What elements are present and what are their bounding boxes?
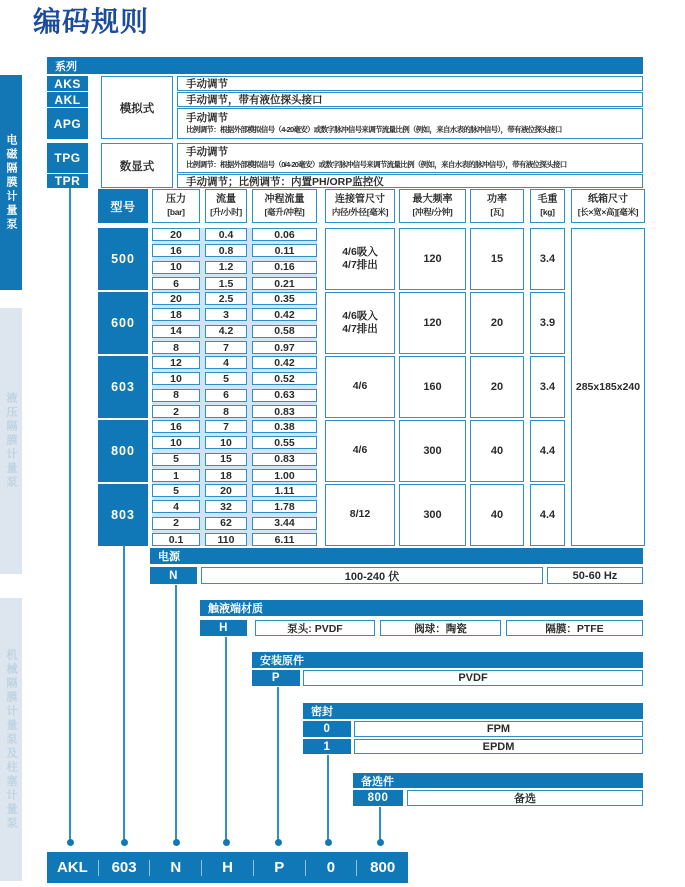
series-type-cell-analog: 模拟式 <box>101 76 173 139</box>
spec-stroke-cell: 0.83 <box>252 405 317 418</box>
spec-header-cell <box>205 189 247 223</box>
spec-connection-line: 4/7排出 <box>342 259 378 271</box>
connector-line <box>69 188 71 843</box>
code-bar-segment: 603 <box>111 859 137 876</box>
spec-flow-cell: 20 <box>205 484 247 497</box>
spec-model-cell: 803 <box>98 484 148 546</box>
spec-flow-cell: 18 <box>205 469 247 482</box>
spec-flow-cell: 3 <box>205 308 247 321</box>
spec-pressure-cell: 5 <box>152 484 200 497</box>
spec-header-line2: [kg] <box>540 206 555 217</box>
series-desc-line: 比例调节：根据外部模拟信号（4-20毫安）或数字脉冲信号来调节流量比例（例如，来自水表的脉冲信号），带有液位探头接口 <box>186 125 562 135</box>
page-title: 编码规则 <box>33 6 150 37</box>
wetted-pump-head-cell: 泵头: PVDF <box>255 620 375 636</box>
series-section-header: 系列 <box>47 57 643 74</box>
spec-header-line1: 冲程流量 <box>264 194 305 206</box>
code-bar-segment: 0 <box>326 859 336 876</box>
spec-frequency-cell: 160 <box>399 356 466 418</box>
spec-header-cell <box>252 189 317 223</box>
spec-flow-cell: 0.4 <box>205 228 247 241</box>
spec-carton-cell: 285x185x240 <box>571 228 645 546</box>
spec-power-cell: 15 <box>470 228 524 290</box>
power-frequency-cell: 50-60 Hz <box>547 567 643 584</box>
spec-stroke-cell: 0.42 <box>252 356 317 369</box>
spec-pressure-cell: 20 <box>152 228 200 241</box>
spec-pressure-cell: 8 <box>152 341 200 354</box>
spec-pressure-cell: 10 <box>152 372 200 385</box>
spec-frequency-cell: 120 <box>399 228 466 290</box>
spec-flow-cell: 8 <box>205 405 247 418</box>
sidebar-tab-electromagnetic: 电磁隔膜计量泵 <box>0 75 22 290</box>
connector-dot <box>121 839 128 846</box>
spec-header-line2: 内径/外径[毫米] <box>331 206 389 217</box>
series-code-cell: APG <box>47 108 88 139</box>
spec-stroke-cell: 3.44 <box>252 517 317 530</box>
spec-weight-cell: 3.4 <box>530 356 565 418</box>
code-bar-segment: H <box>222 859 233 876</box>
spec-stroke-cell: 6.11 <box>252 533 317 546</box>
spec-stroke-cell: 0.35 <box>252 292 317 305</box>
spec-header-line2: [升/小时] <box>210 206 242 217</box>
spec-model-cell: 600 <box>98 292 148 354</box>
seal-code-cell-1: 1 <box>303 739 351 754</box>
code-bar-segment: N <box>170 859 182 876</box>
connector-dot <box>223 839 230 846</box>
spec-flow-cell: 110 <box>205 533 247 546</box>
spec-header-line2: [冲程/分钟] <box>412 206 453 217</box>
spec-connection-line: 4/6吸入 <box>342 245 378 258</box>
series-desc-cell: 手动调节 <box>177 76 643 91</box>
spec-flow-cell: 7 <box>205 420 247 433</box>
connector-dot <box>275 839 282 846</box>
connector-dot <box>325 839 332 846</box>
connector-dot <box>377 839 384 846</box>
spec-stroke-cell: 0.21 <box>252 277 317 290</box>
spec-header-cell <box>571 189 645 223</box>
power-code-cell: N <box>150 567 197 584</box>
spec-stroke-cell: 0.06 <box>252 228 317 241</box>
spec-stroke-cell: 0.55 <box>252 436 317 449</box>
spec-model-cell: 800 <box>98 420 148 482</box>
spec-pressure-cell: 1 <box>152 469 200 482</box>
spec-stroke-cell: 0.97 <box>252 341 317 354</box>
spec-header-line1: 毛重 <box>537 194 558 206</box>
connector-line <box>175 585 177 843</box>
spec-flow-cell: 6 <box>205 389 247 402</box>
series-desc-cell <box>177 143 643 173</box>
spec-stroke-cell: 0.11 <box>252 244 317 257</box>
spec-pressure-cell: 12 <box>152 356 200 369</box>
spec-stroke-cell: 0.42 <box>252 308 317 321</box>
spec-header-line2: [毫升/冲程] <box>264 206 305 217</box>
spec-inner-stripes <box>152 228 317 546</box>
code-bar-segment: 800 <box>370 859 396 876</box>
spec-pressure-cell: 20 <box>152 292 200 305</box>
code-bar-segment: P <box>274 859 285 876</box>
connector-line <box>123 546 125 843</box>
connector-line <box>277 687 279 843</box>
spec-connection-line: 4/6 <box>352 380 368 393</box>
spec-header-line1: 功率 <box>487 194 507 206</box>
spec-flow-cell: 15 <box>205 453 247 466</box>
seal-code-cell-0: 0 <box>303 721 351 737</box>
spec-header-cell <box>325 189 395 223</box>
connector-line <box>327 755 329 843</box>
spec-stroke-cell: 0.83 <box>252 453 317 466</box>
spec-header-line2: [bar] <box>167 206 185 217</box>
spec-flow-cell: 5 <box>205 372 247 385</box>
series-code-cell: TPR <box>47 174 88 188</box>
spec-model-cell: 603 <box>98 356 148 418</box>
spec-header-cell <box>470 189 524 223</box>
spec-connection-cell <box>325 356 395 418</box>
series-code-cell: AKL <box>47 92 88 107</box>
spec-connection-line: 4/6 <box>352 444 368 457</box>
spec-header-line1: 连接管尺寸 <box>335 194 385 206</box>
spec-stroke-cell: 0.63 <box>252 389 317 402</box>
series-desc-cell: 手动调节；比例调节：内置PH/ORP监控仪 <box>177 174 643 188</box>
installation-section-header: 安装原件 <box>252 652 643 668</box>
spec-header-line1: 压力 <box>166 194 186 206</box>
spec-stroke-cell: 1.11 <box>252 484 317 497</box>
spec-pressure-cell: 6 <box>152 277 200 290</box>
spec-flow-cell: 1.2 <box>205 261 247 274</box>
spec-flow-cell: 4 <box>205 356 247 369</box>
connector-dot <box>67 839 74 846</box>
spec-flow-cell: 1.5 <box>205 277 247 290</box>
spec-flow-cell: 7 <box>205 341 247 354</box>
spec-connection-line: 4/7排出 <box>342 323 378 335</box>
series-desc-line: 比例调节：根据外部模拟信号（0/4-20毫安）或数字脉冲信号来调节流量比例（例如，来自水表的脉冲信号），带有液位探头接口 <box>186 159 567 169</box>
spec-flow-cell: 0.8 <box>205 244 247 257</box>
spec-power-cell: 40 <box>470 420 524 482</box>
spec-header-model: 型号 <box>98 189 148 223</box>
spec-weight-cell: 3.9 <box>530 292 565 354</box>
wetted-code-cell: H <box>200 620 247 636</box>
spec-power-cell: 20 <box>470 292 524 354</box>
spec-flow-cell: 2.5 <box>205 292 247 305</box>
spec-pressure-cell: 8 <box>152 389 200 402</box>
spec-weight-cell: 4.4 <box>530 420 565 482</box>
installation-value-cell: PVDF <box>303 670 643 686</box>
spec-stroke-cell: 0.52 <box>252 372 317 385</box>
spec-header-cell <box>530 189 565 223</box>
spec-power-cell: 20 <box>470 356 524 418</box>
spec-header-line1: 流量 <box>216 194 236 206</box>
spec-stroke-cell: 1.00 <box>252 469 317 482</box>
spec-header-line2: [瓦] <box>490 206 504 217</box>
optional-section-header: 备选件 <box>353 773 643 788</box>
spec-table <box>98 189 645 545</box>
seal-value-cell-fpm: FPM <box>354 721 643 737</box>
spec-model-cell: 500 <box>98 228 148 290</box>
spec-pressure-cell: 18 <box>152 308 200 321</box>
spec-stroke-cell: 1.78 <box>252 500 317 513</box>
series-code-cell: AKS <box>47 76 88 91</box>
spec-connection-cell <box>325 420 395 482</box>
spec-flow-cell: 4.2 <box>205 325 247 338</box>
spec-pressure-cell: 14 <box>152 325 200 338</box>
optional-value-cell: 备选 <box>407 790 643 806</box>
wetted-diaphragm-cell: 隔膜：PTFE <box>506 620 643 636</box>
spec-pressure-cell: 2 <box>152 405 200 418</box>
spec-connection-cell <box>325 484 395 546</box>
spec-pressure-cell: 5 <box>152 453 200 466</box>
spec-frequency-cell: 300 <box>399 420 466 482</box>
spec-frequency-cell: 300 <box>399 484 466 546</box>
spec-header-line1: 纸箱尺寸 <box>588 194 628 206</box>
spec-connection-cell <box>325 228 395 290</box>
connector-dot <box>173 839 180 846</box>
installation-code-cell: P <box>252 670 300 686</box>
seal-value-cell-epdm: EPDM <box>354 739 643 754</box>
spec-pressure-cell: 16 <box>152 244 200 257</box>
wetted-section-header: 触液端材质 <box>200 600 643 616</box>
series-desc-line: 手动调节 <box>186 111 228 124</box>
spec-pressure-cell: 16 <box>152 420 200 433</box>
spec-header-cell <box>152 189 200 223</box>
spec-weight-cell: 3.4 <box>530 228 565 290</box>
power-section-header: 电源 <box>150 548 643 564</box>
model-code-bar <box>47 852 408 883</box>
spec-connection-cell <box>325 292 395 354</box>
series-type-cell-digital: 数显式 <box>101 143 173 188</box>
spec-frequency-cell: 120 <box>399 292 466 354</box>
code-bar-segment: AKL <box>56 859 88 876</box>
sidebar-tab-hydraulic: 液压隔膜计量泵 <box>0 308 22 574</box>
spec-power-cell: 40 <box>470 484 524 546</box>
wetted-valve-ball-cell: 阀球：陶瓷 <box>380 620 501 636</box>
spec-flow-cell: 62 <box>205 517 247 530</box>
spec-flow-cell: 10 <box>205 436 247 449</box>
series-code-cell: TPG <box>47 143 88 173</box>
spec-flow-cell: 32 <box>205 500 247 513</box>
series-desc-cell: 手动调节，带有液位探头接口 <box>177 92 643 107</box>
spec-weight-cell: 4.4 <box>530 484 565 546</box>
spec-header-cell <box>399 189 466 223</box>
spec-header-line2: [长×宽×高][毫米] <box>577 206 639 217</box>
spec-pressure-cell: 10 <box>152 436 200 449</box>
connector-line <box>225 637 227 843</box>
spec-pressure-cell: 4 <box>152 500 200 513</box>
spec-connection-line: 8/12 <box>349 508 371 521</box>
spec-header-line1: 最大频率 <box>412 194 453 206</box>
connector-line <box>379 807 381 843</box>
spec-stroke-cell: 0.58 <box>252 325 317 338</box>
spec-pressure-cell: 2 <box>152 517 200 530</box>
spec-connection-line: 4/6吸入 <box>342 309 378 322</box>
optional-code-cell: 800 <box>353 790 403 806</box>
spec-pressure-cell: 0.1 <box>152 533 200 546</box>
power-voltage-cell: 100-240 伏 <box>201 567 543 584</box>
sidebar-tab-mechanical: 机械隔膜计量泵及柱塞计量泵 <box>0 598 22 881</box>
spec-stroke-cell: 0.16 <box>252 261 317 274</box>
spec-pressure-cell: 10 <box>152 261 200 274</box>
series-desc-cell <box>177 108 643 139</box>
seal-section-header: 密封 <box>303 703 643 719</box>
spec-stroke-cell: 0.38 <box>252 420 317 433</box>
series-desc-line: 手动调节 <box>186 146 228 159</box>
